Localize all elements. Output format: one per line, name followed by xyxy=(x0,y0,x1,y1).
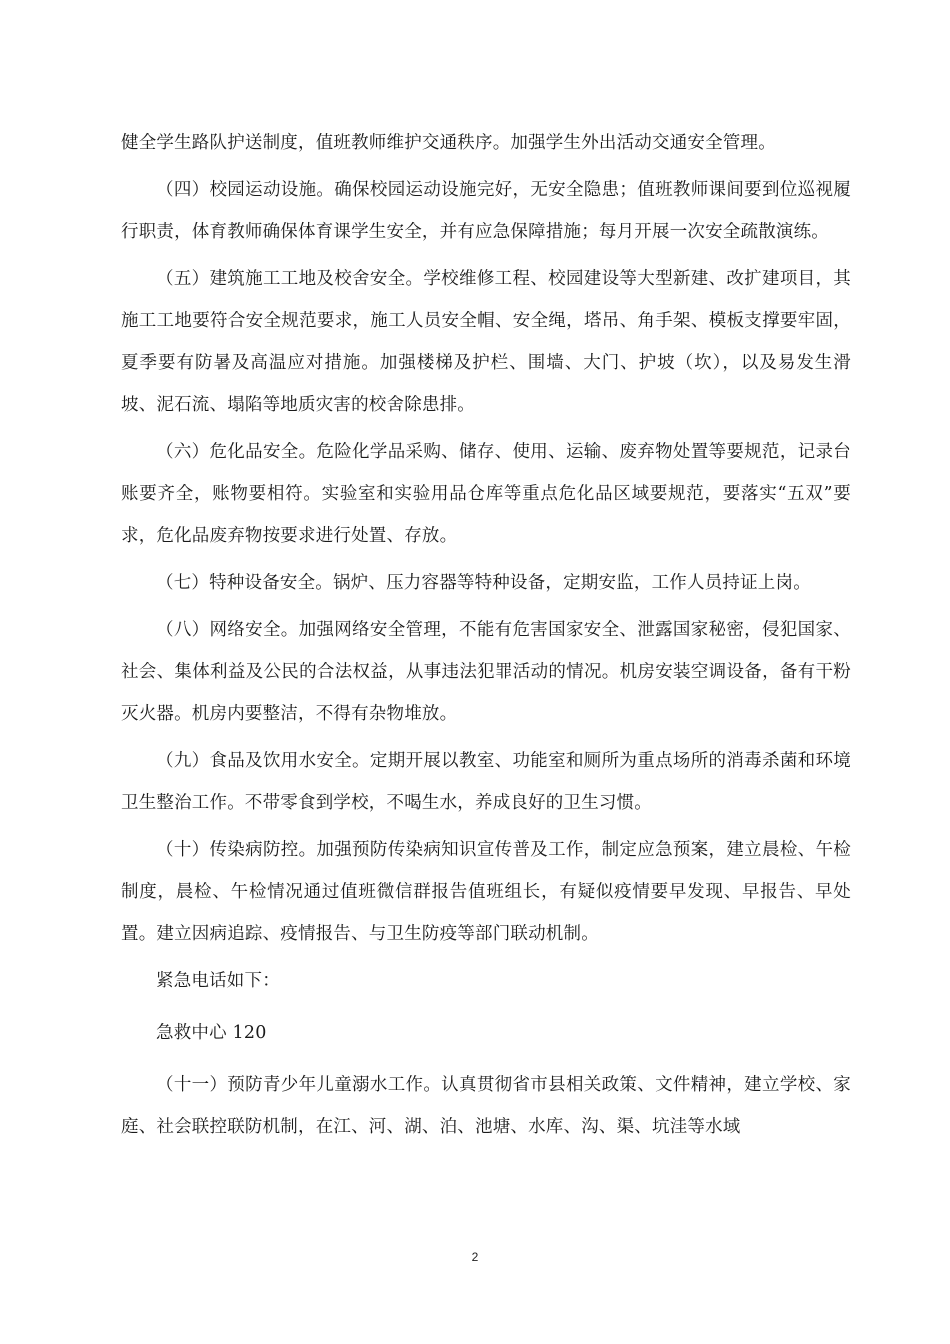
paragraph-epidemic-prevention: （十）传染病防控。加强预防传染病知识宣传普及工作，制定应急预案，建立晨检、午检制度，晨检、午检情况通过值班微信群报告值班组长，有疑似疫情要早发现、早报告、早处置。建立因病追踪、疫情报告、与卫生防疫等部门联动机制。 xyxy=(121,840,851,944)
paragraph-network-security: （八）网络安全。加强网络安全管理，不能有危害国家安全、泄露国家秘密，侵犯国家、社会、集体利益及公民的合法权益，从事违法犯罪活动的情况。机房安装空调设备，备有干粉灭火器。机房内要整洁，不得有杂物堆放。 xyxy=(121,620,851,724)
document-body xyxy=(121,122,851,1153)
paragraph-emergency-phone-heading: 紧急电话如下： xyxy=(156,971,280,991)
paragraph-hazardous-chemicals: （六）危化品安全。危险化学品采购、储存、使用、运输、废弃物处置等要规范，记录台账要齐全，账物要相符。实验室和实验用品仓库等重点危化品区域要规范，要落实“五双”要求，危化品废弃物按要求进行处置、存放。 xyxy=(121,442,851,546)
page-number: 2 xyxy=(471,1250,479,1264)
paragraph-food-water-safety: （九）食品及饮用水安全。定期开展以教室、功能室和厕所为重点场所的消毒杀菌和环境卫生整治工作。不带零食到学校，不喝生水，养成良好的卫生习惯。 xyxy=(121,751,851,813)
paragraph-construction-safety: （五）建筑施工工地及校舍安全。学校维修工程、校园建设等大型新建、改扩建项目，其施工工地要符合安全规范要求，施工人员安全帽、安全绳，塔吊、角手架、模板支撑要牢固，夏季要有防暑及高温应对措施。加强楼梯及护栏、围墙、大门、护坡（坎），以及易发生滑坡、泥石流、塌陷等地质灾害的校舍除患排。 xyxy=(121,269,851,415)
paragraph-drowning-prevention: （十一）预防青少年儿童溺水工作。认真贯彻省市县相关政策、文件精神，建立学校、家庭、社会联控联防机制，在江、河、湖、泊、池塘、水库、沟、渠、坑洼等水域 xyxy=(121,1075,851,1137)
paragraph-emergency-center: 急救中心 120 xyxy=(156,1023,267,1043)
paragraph-special-equipment: （七）特种设备安全。锅炉、压力容器等特种设备，定期安监，工作人员持证上岗。 xyxy=(156,573,811,593)
paragraph-sports-facilities: （四）校园运动设施。确保校园运动设施完好，无安全隐患；值班教师课间要到位巡视履行职责，体育教师确保体育课学生安全，并有应急保障措施；每月开展一次安全疏散演练。 xyxy=(121,180,851,242)
paragraph-traffic-continued: 健全学生路队护送制度，值班教师维护交通秩序。加强学生外出活动交通安全管理。 xyxy=(121,133,776,153)
